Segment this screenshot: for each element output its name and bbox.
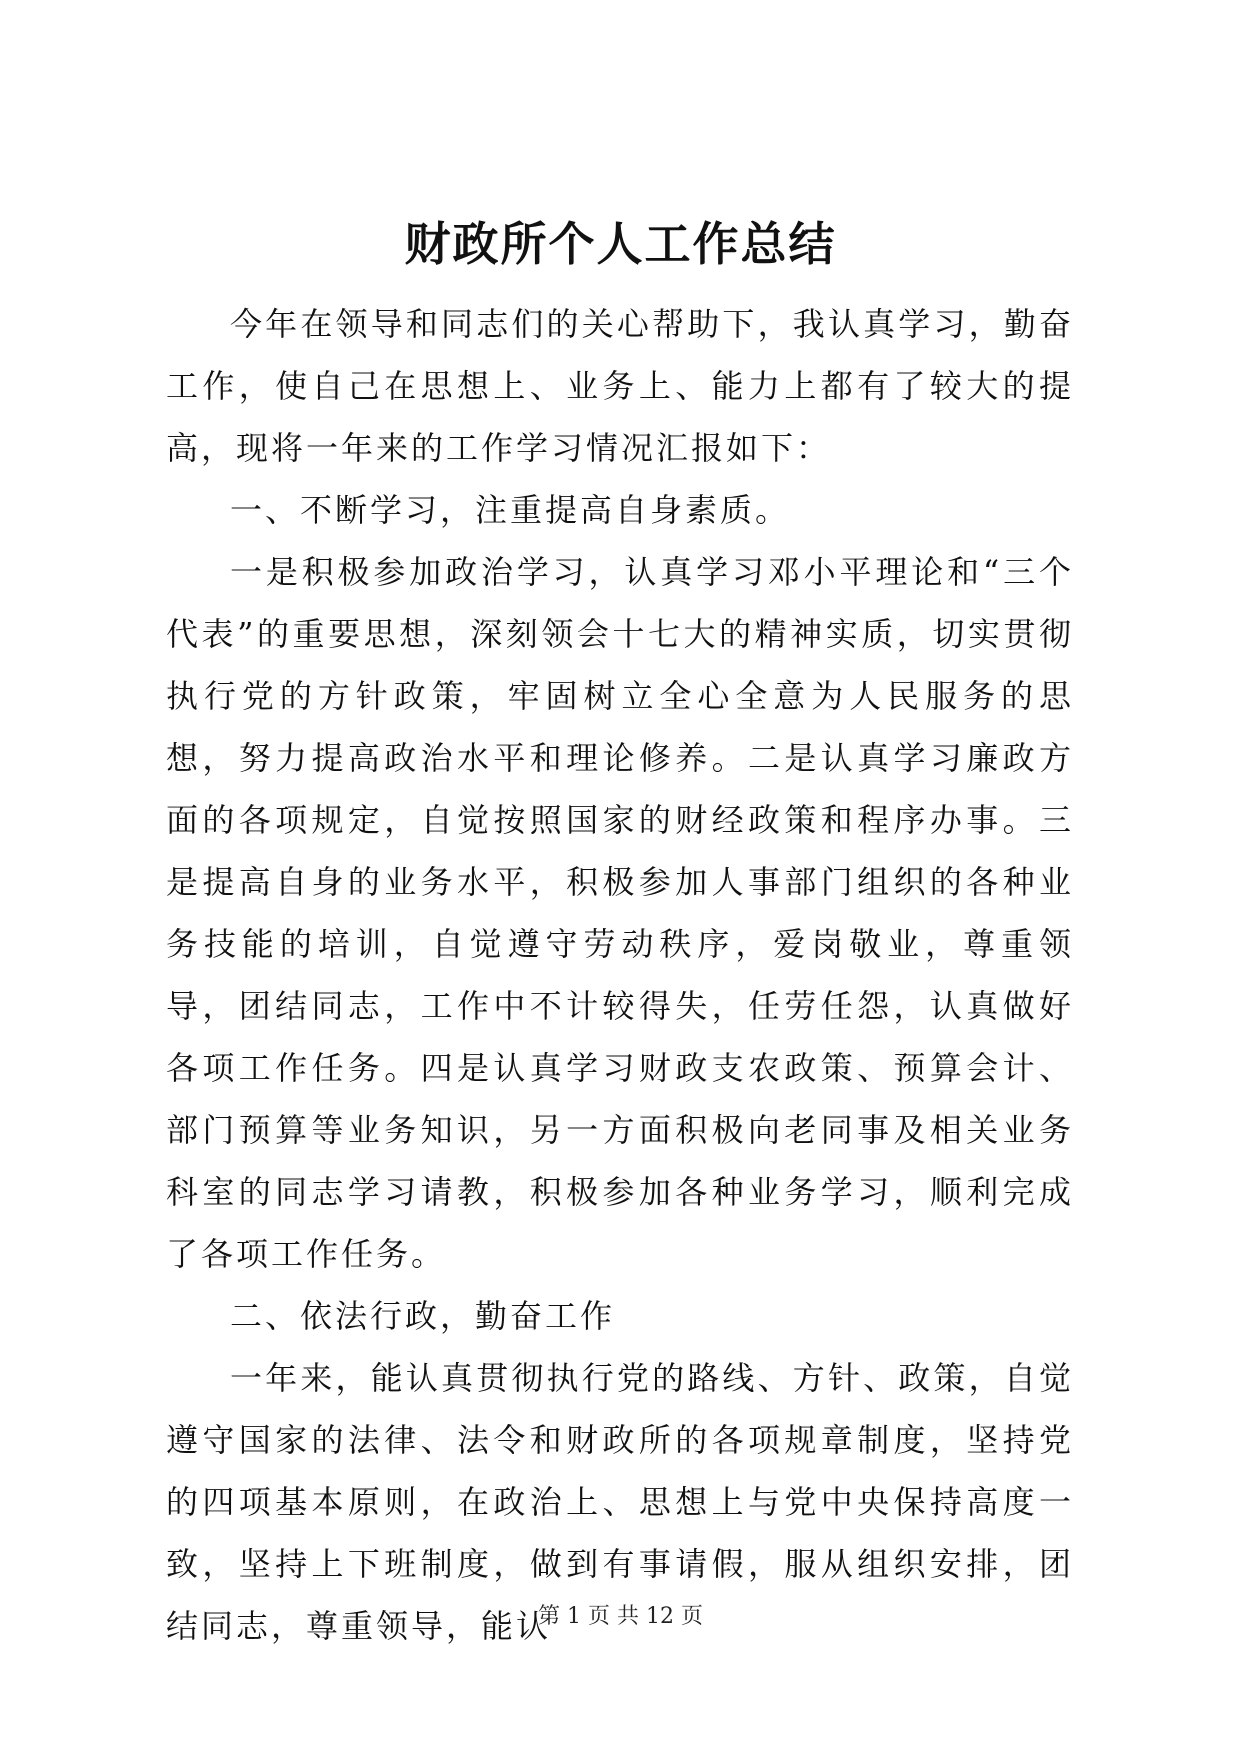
page-number-footer: 第 1 页 共 12 页 [538,1604,703,1629]
body-paragraph: 一年来，能认真贯彻执行党的路线、方针、政策，自觉遵守国家的法律、法令和财政所的各项规章制度，坚持党的四项基本原则，在政治上、思想上与党中央保持高度一致，坚持上下班制度，做到有事请假，服从组织安排，团结同志，尊重领导，能认 [166,1359,1074,1645]
document-title: 财政所个人工作总结 [404,217,837,271]
body-paragraph: 今年在领导和同志们的关心帮助下，我认真学习，勤奋工作，使自己在思想上、业务上、能力上都有了较大的提高，现将一年来的工作学习情况汇报如下： [166,305,1074,467]
section-heading: 一、不断学习，注重提高自身素质。 [230,491,791,529]
document-body [166,293,1074,1657]
body-paragraph: 一是积极参加政治学习，认真学习邓小平理论和“三个代表”的重要思想，深刻领会十七大的精神实质，切实贯彻执行党的方针政策，牢固树立全心全意为人民服务的思想，努力提高政治水平和理论修养。二是认真学习廉政方面的各项规定，自觉按照国家的财经政策和程序办事。三是提高自身的业务水平，积极参加人事部门组织的各种业务技能的培训，自觉遵守劳动秩序，爱岗敬业，尊重领导，团结同志，工作中不计较得失，任劳任怨，认真做好各项工作任务。四是认真学习财政支农政策、预算会计、部门预算等业务知识，另一方面积极向老同事及相关业务科室的同志学习请教，积极参加各种业务学习，顺利完成了各项工作任务。 [166,553,1074,1273]
section-heading: 二、依法行政，勤奋工作 [230,1297,616,1335]
